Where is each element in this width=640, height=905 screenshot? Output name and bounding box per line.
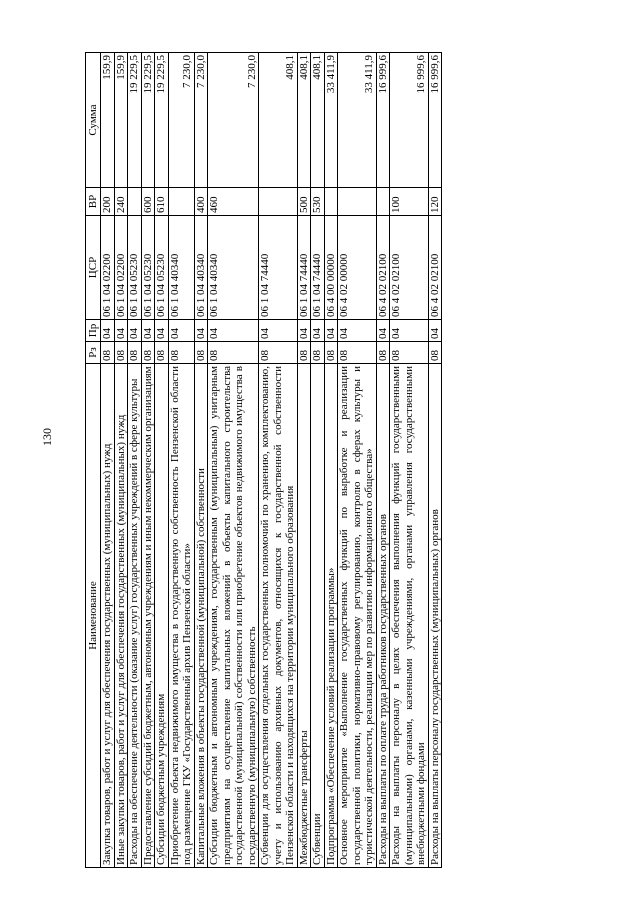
table-header-row — [86, 53, 101, 868]
row-name: Субсидии бюджетным и автономным учреждениям, государственным (муниципальным) унитарным предприятиям на осуществление капитальных вложений в объекты капитального строительства государственной (муниципальной) собственности или приобретение объектов недвижимого имущества в государственную (муниципальную) собственность — [208, 364, 259, 868]
table-row — [114, 53, 128, 868]
row-rz: 08 — [101, 342, 115, 364]
row-name: Субсидии бюджетным учреждениям — [155, 364, 169, 868]
row-name: Иные закупки товаров, работ и услуг для обеспечения государственных (муниципальных) нужд — [114, 364, 128, 868]
row-rz: 08 — [194, 342, 208, 364]
row-sum: 33 411,9 — [338, 53, 377, 188]
row-sum: 19 229,5 — [128, 53, 142, 188]
table-row — [101, 53, 115, 868]
table-row — [311, 53, 325, 868]
row-csr: 06 4 02 02100 — [376, 216, 390, 320]
row-rz: 08 — [428, 342, 442, 364]
row-pr: 04 — [324, 320, 338, 342]
table-row — [338, 53, 377, 868]
table-row — [324, 53, 338, 868]
row-vr: 240 — [114, 188, 128, 216]
row-vr: 120 — [428, 188, 442, 216]
budget-table — [85, 52, 442, 868]
row-pr: 04 — [208, 320, 259, 342]
row-pr: 04 — [141, 320, 155, 342]
row-rz: 08 — [297, 342, 311, 364]
row-pr: 04 — [194, 320, 208, 342]
table-row — [428, 53, 442, 868]
row-sum: 159,9 — [114, 53, 128, 188]
row-name: Субвенции — [311, 364, 325, 868]
row-rz: 08 — [128, 342, 142, 364]
row-vr: 530 — [311, 188, 325, 216]
row-csr: 06 4 02 02100 — [428, 216, 442, 320]
row-rz: 08 — [311, 342, 325, 364]
table-row — [194, 53, 208, 868]
row-csr: 06 1 04 74440 — [311, 216, 325, 320]
row-vr — [324, 188, 338, 216]
row-rz: 08 — [168, 342, 194, 364]
row-name: Капитальные вложения в объекты государственной (муниципальной) собственности — [194, 364, 208, 868]
row-csr: 06 1 04 74440 — [297, 216, 311, 320]
row-vr: 600 — [141, 188, 155, 216]
row-pr: 04 — [101, 320, 115, 342]
row-vr — [259, 188, 298, 216]
row-sum: 19 229,5 — [155, 53, 169, 188]
table-row — [259, 53, 298, 868]
table-row — [390, 53, 429, 868]
row-name: Расходы на выплаты персоналу в целях обеспечения выполнения функций государственными (муниципальными) органами, казенными учреждениями, органами управления государственными внебюджетными фондами — [390, 364, 429, 868]
header-rz: Рз — [86, 342, 101, 364]
row-pr: 04 — [311, 320, 325, 342]
header-name: Наименование — [86, 364, 101, 868]
row-sum: 408,1 — [311, 53, 325, 188]
row-rz: 08 — [324, 342, 338, 364]
header-sum: Сумма — [86, 53, 101, 188]
row-name: Предоставление субсидий бюджетным, автономным учреждениям и иным некоммерческим организациям — [141, 364, 155, 868]
row-csr: 06 1 04 02200 — [101, 216, 115, 320]
row-rz: 08 — [141, 342, 155, 364]
table-row — [297, 53, 311, 868]
row-vr — [376, 188, 390, 216]
table-row — [128, 53, 142, 868]
row-csr: 06 1 04 40340 — [194, 216, 208, 320]
row-sum: 408,1 — [297, 53, 311, 188]
row-vr — [168, 188, 194, 216]
rotated-page-content — [85, 53, 605, 868]
row-name: Приобретение объекта недвижимого имущества в государственную собственность Пензенской области под размещение ГКУ «Государственный архив Пензенской области» — [168, 364, 194, 868]
row-sum: 408,1 — [259, 53, 298, 188]
header-pr: Пр — [86, 320, 101, 342]
row-sum: 7 230,0 — [168, 53, 194, 188]
row-pr: 04 — [168, 320, 194, 342]
row-vr: 460 — [208, 188, 259, 216]
row-sum: 159,9 — [101, 53, 115, 188]
row-pr: 04 — [114, 320, 128, 342]
table-row — [376, 53, 390, 868]
row-rz: 08 — [390, 342, 429, 364]
row-rz: 08 — [114, 342, 128, 364]
row-vr: 500 — [297, 188, 311, 216]
row-sum: 16 999,6 — [376, 53, 390, 188]
row-vr: 400 — [194, 188, 208, 216]
row-rz: 08 — [155, 342, 169, 364]
row-csr: 06 4 02 02100 — [390, 216, 429, 320]
row-rz: 08 — [259, 342, 298, 364]
row-pr: 04 — [338, 320, 377, 342]
page-number: 130 — [40, 428, 54, 446]
header-vr: ВР — [86, 188, 101, 216]
row-csr: 06 1 04 05230 — [155, 216, 169, 320]
row-vr: 610 — [155, 188, 169, 216]
row-pr: 04 — [259, 320, 298, 342]
row-name: Закупка товаров, работ и услуг для обеспечения государственных (муниципальных) нужд — [101, 364, 115, 868]
row-csr: 06 1 04 40340 — [168, 216, 194, 320]
row-csr: 06 1 04 05230 — [128, 216, 142, 320]
row-pr: 04 — [390, 320, 429, 342]
row-csr: 06 1 04 74440 — [259, 216, 298, 320]
table-row — [168, 53, 194, 868]
row-name: Межбюджетные трансферты — [297, 364, 311, 868]
row-rz: 08 — [338, 342, 377, 364]
row-name: Основное мероприятие «Выполнение государственных функций по выработке и реализации государственной политики, нормативно-правовому регулированию, контролю в сферах культуры и туристической деятельности, реализации мер по развитию информационного общества» — [338, 364, 377, 868]
row-pr: 04 — [128, 320, 142, 342]
row-sum: 16 999,6 — [428, 53, 442, 188]
row-name: Расходы на обеспечение деятельности (оказание услуг) государственных учреждений в сфере культуры — [128, 364, 142, 868]
table-row — [141, 53, 155, 868]
table-row — [208, 53, 259, 868]
row-csr: 06 1 04 02200 — [114, 216, 128, 320]
row-sum: 19 229,5 — [141, 53, 155, 188]
row-rz: 08 — [376, 342, 390, 364]
table-row — [155, 53, 169, 868]
row-pr: 04 — [428, 320, 442, 342]
row-vr — [338, 188, 377, 216]
row-csr: 06 1 04 40340 — [208, 216, 259, 320]
row-name: Субвенции для осуществления отдельных государственных полномочий по хранению, комплектованию, учету и использованию архивных документов, относящихся к государственной собственности Пензенской области и находящихся на территории муниципального образования — [259, 364, 298, 868]
header-csr: ЦСР — [86, 216, 101, 320]
row-rz: 08 — [208, 342, 259, 364]
row-sum: 7 230,0 — [194, 53, 208, 188]
row-vr — [128, 188, 142, 216]
row-sum: 16 999,6 — [390, 53, 429, 188]
row-csr: 06 1 04 05230 — [141, 216, 155, 320]
row-name: Расходы на выплаты персоналу государственных (муниципальных) органов — [428, 364, 442, 868]
row-sum: 33 411,9 — [324, 53, 338, 188]
row-name: Подпрограмма «Обеспечение условий реализации программы» — [324, 364, 338, 868]
row-vr: 200 — [101, 188, 115, 216]
row-sum: 7 230,0 — [208, 53, 259, 188]
row-name: Расходы на выплаты по оплате труда работников государственных органов — [376, 364, 390, 868]
row-pr: 04 — [376, 320, 390, 342]
row-csr: 06 4 00 00000 — [324, 216, 338, 320]
row-csr: 06 4 02 00000 — [338, 216, 377, 320]
row-pr: 04 — [297, 320, 311, 342]
row-vr: 100 — [390, 188, 429, 216]
row-pr: 04 — [155, 320, 169, 342]
